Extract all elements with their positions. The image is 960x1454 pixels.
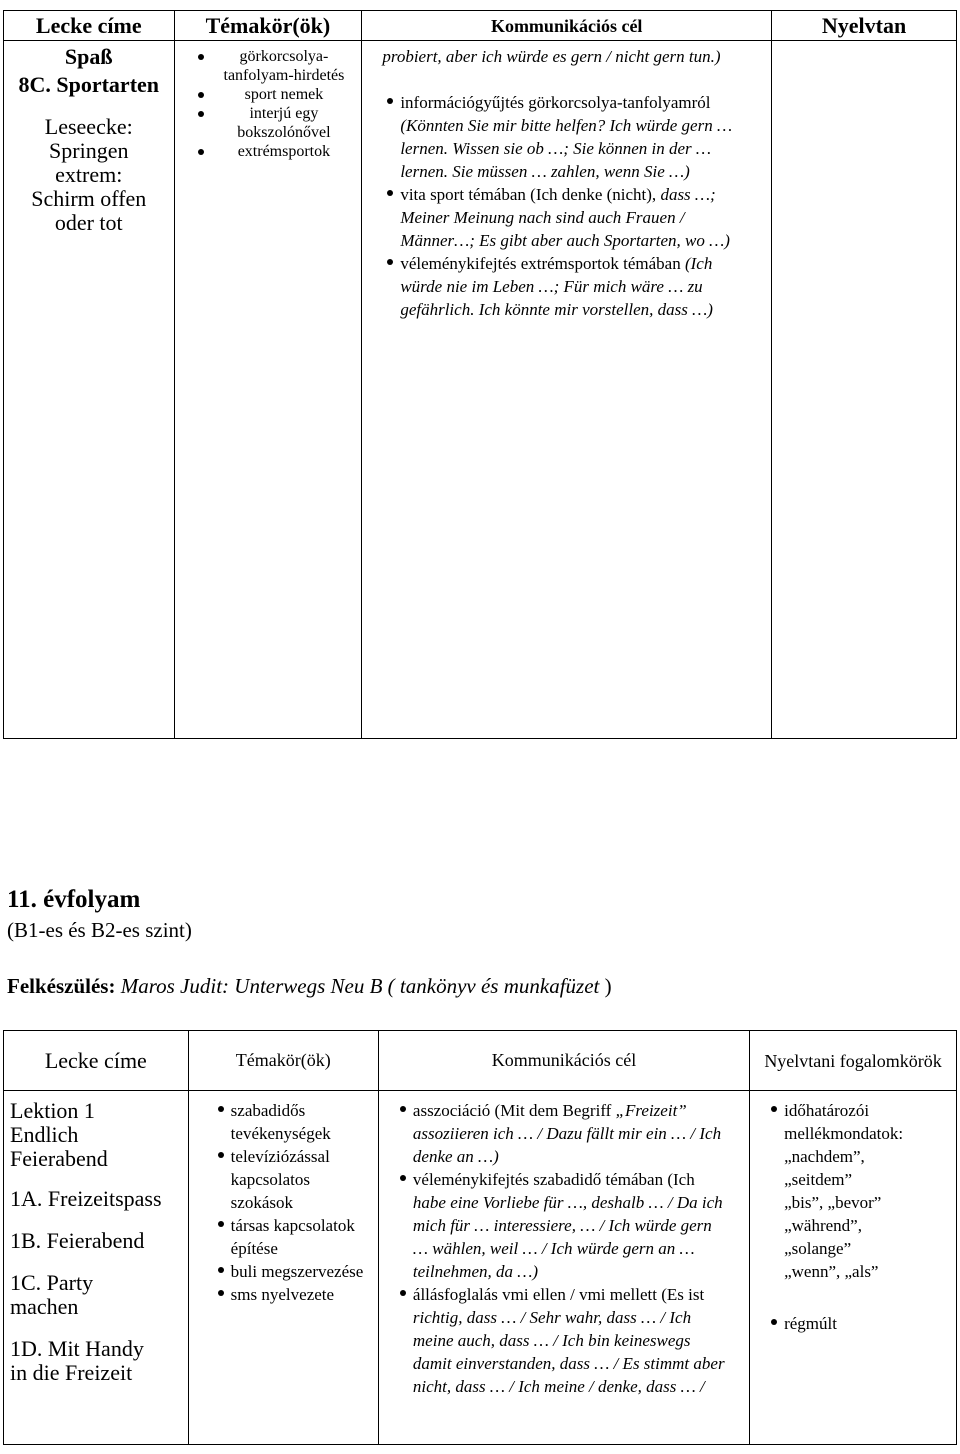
topic-item: szabadidős tevékenységek [231,1099,374,1145]
topic-item: interjú egy bokszolónővel [211,104,358,142]
curriculum-table-10 [3,10,957,739]
topic-item: buli megszervezése [231,1260,374,1283]
grammar-line: „solange” [784,1239,852,1258]
topics-cell [174,41,362,739]
comm-plain: véleménykifejtés extrémsportok témában [400,254,681,273]
prep-book: Maros Judit: Unterwegs Neu B ( tankönyv és munkafüzet [120,974,600,998]
comm-italic: richtig, dass … / Sehr wahr, dass … / Ich meine auch, dass … / Ich bin keineswegs damit einverstanden, dass … / Es stimmt aber nicht, dass … / Ich meine / denke, dass … / [412,1308,725,1396]
comm-plain: véleménykifejtés szabadidő témában (Ich [412,1170,695,1189]
comm-italic: „Freizeit” assoziieren ich … / Dazu fällt mir ein … / Ich denke an …) [412,1101,722,1166]
topic-item: társas kapcsolatok építése [231,1214,374,1260]
header-communication: Kommunikációs cél [378,1031,749,1091]
lesson-block: 1B. Feierabend [10,1228,145,1253]
comm-plain: vita sport témában (Ich denke (nicht), [400,185,657,204]
header-lesson: Lecke címe [4,1031,189,1091]
comm-italic: dass …; Meiner Meinung nach sind auch Frauen / Männer…; Es gibt aber auch Sportarten, wo …) [400,185,730,250]
lesson-block: 1C. Party machen [10,1270,94,1319]
grammar-cell [750,1091,957,1445]
comm-plain: állásfoglalás vmi ellen / vmi mellett (Es ist [412,1285,705,1304]
comm-plain: asszociáció (Mit dem Begriff [412,1101,616,1120]
lesson-line: Leseecke: [44,114,133,139]
grammar-head: időhatározói mellékmondatok: [784,1101,904,1143]
topic-item: sport nemek [211,85,358,104]
grammar-line: „seitdem” [784,1170,853,1189]
topic-item: sms nyelvezete [231,1283,374,1306]
grammar-line: „bis”, „bevor” [784,1193,882,1212]
lesson-block: 1D. Mit Handy in die Freizeit [10,1336,144,1385]
lesson-line: extrem: [55,162,123,187]
lesson-line: 8C. Sportarten [18,72,160,97]
grade-title: 11. évfolyam [7,886,141,913]
topics-cell [188,1091,378,1445]
header-grammar: Nyelvtan [772,11,957,41]
prep-close: ) [604,974,612,998]
grammar-line: „während”, [784,1216,862,1235]
comm-item [413,1283,729,1398]
comm-italic: (Könnten Sie mir bitte helfen? Ich würde gern … lernen. Wissen sie ob …; Sie können in der … lernen. Sie müssen … zahlen, wenn Sie …) [400,116,733,181]
lesson-line: Schirm offen [31,186,147,211]
communication-cell [378,1091,749,1445]
header-lesson: Lecke címe [4,11,175,41]
topic-item: görkorcsolya-tanfolyam-hirdetés [211,47,358,85]
level-subtitle: (B1-es és B2-es szint) [7,918,192,942]
prep-label: Felkészülés: [7,974,116,998]
lesson-line: Springen [49,138,129,163]
comm-item [413,1168,729,1283]
grammar-item: régmúlt [784,1312,952,1335]
lesson-line: Spaß [64,44,113,69]
comm-item [413,1099,729,1168]
grammar-line: „wenn”, „als” [784,1262,879,1281]
comm-item [400,91,741,183]
grammar-cell [772,41,957,739]
lesson-line: oder tot [54,210,123,235]
curriculum-table-11 [3,1030,957,1445]
header-grammar: Nyelvtani fogalomkörök [750,1031,957,1091]
grammar-line: „nachdem”, [784,1147,865,1166]
topic-item: televíziózással kapcsolatos szokások [231,1145,374,1214]
comm-italic: (Ich würde nie im Leben …; Für mich wäre … zu gefährlich. Ich könnte mir vorstellen, dass …) [400,254,713,319]
lesson-block: 1A. Freizeitspass [10,1186,162,1211]
comm-item [400,252,741,321]
lesson-block: Lektion 1 Endlich Feierabend [10,1098,108,1171]
preparation-line [7,974,612,999]
communication-cell [362,41,772,739]
comm-item [400,183,741,252]
header-topics: Témakör(ök) [188,1031,378,1091]
lesson-cell [4,41,175,739]
header-topics: Témakör(ök) [174,11,362,41]
comm-italic: habe eine Vorliebe für …, deshalb … / Da ich mich für … interessiere, … / Ich würde gern … wählen, weil … / Ich würde gern an … teilnehmen, da …) [412,1193,723,1281]
header-communication: Kommunikációs cél [362,11,772,41]
comm-intro: probiert, aber ich würde es gern / nicht gern tun.) [382,47,721,66]
lesson-cell [4,1091,189,1445]
topic-item: extrémsportok [211,142,358,161]
grammar-item [784,1099,952,1283]
comm-plain: információgyűjtés görkorcsolya-tanfolyamról [400,93,711,112]
